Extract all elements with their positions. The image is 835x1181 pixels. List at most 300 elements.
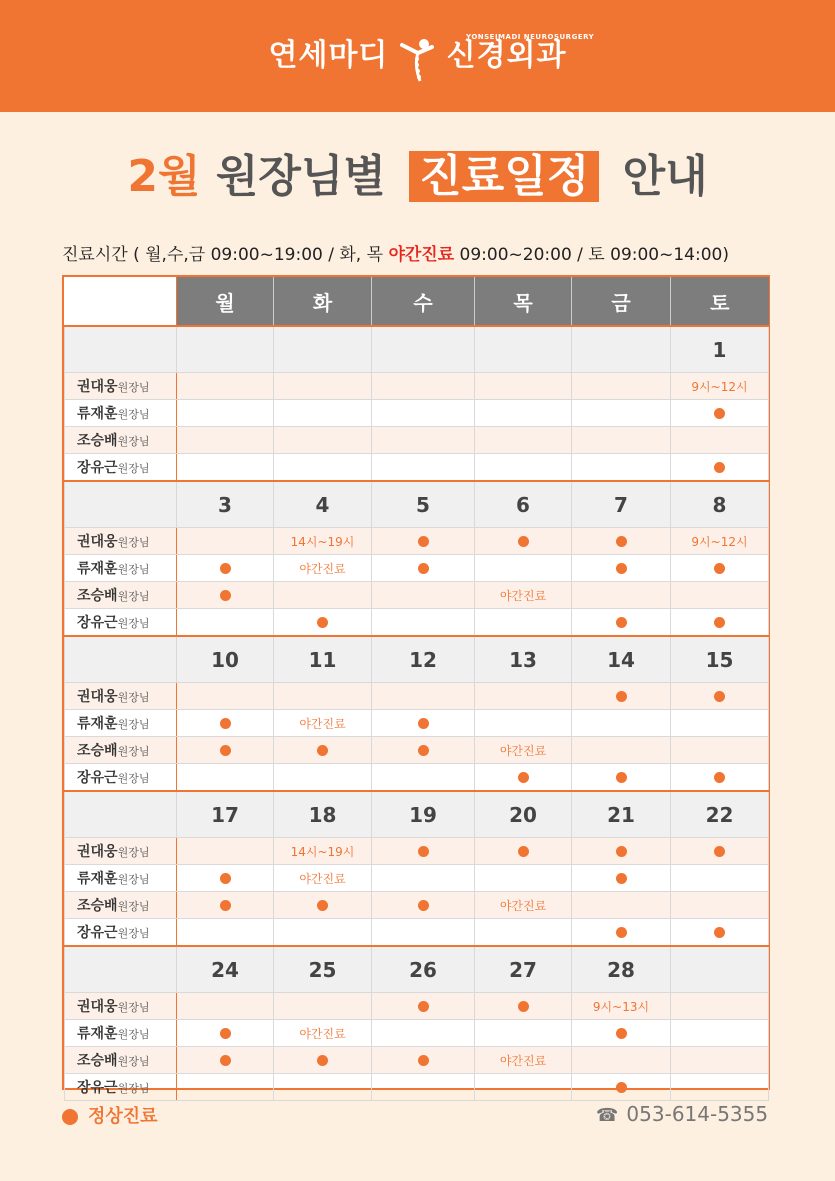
schedule-note-cell: 야간진료: [274, 710, 372, 737]
schedule-note-cell: 야간진료: [475, 737, 572, 764]
doctor-name: 권대웅: [77, 689, 118, 705]
date-row-label-cell: [65, 326, 177, 373]
doctor-row: [65, 528, 769, 555]
empty-cell: [372, 373, 475, 400]
doctor-name-cell: [65, 764, 177, 792]
date-cell: 24: [177, 946, 274, 993]
doctor-name-cell: [65, 427, 177, 454]
regular-clinic-dot-icon: [220, 563, 231, 574]
date-cell: 28: [572, 946, 671, 993]
empty-cell: [372, 609, 475, 637]
regular-clinic-cell: [177, 737, 274, 764]
schedule-note-cell: 야간진료: [274, 865, 372, 892]
empty-cell: [177, 400, 274, 427]
regular-clinic-dot-icon: [518, 772, 529, 783]
empty-cell: [177, 373, 274, 400]
regular-clinic-cell: [572, 1020, 671, 1047]
doctor-name-cell: [65, 919, 177, 947]
empty-cell: [274, 400, 372, 427]
date-row: [65, 326, 769, 373]
date-cell: 6: [475, 481, 572, 528]
regular-clinic-cell: [274, 1047, 372, 1074]
regular-clinic-cell: [372, 993, 475, 1020]
empty-cell: [671, 427, 769, 454]
empty-cell: [572, 582, 671, 609]
regular-clinic-cell: [671, 683, 769, 710]
regular-clinic-cell: [177, 710, 274, 737]
date-row: [65, 636, 769, 683]
doctor-name-cell: [65, 454, 177, 482]
regular-clinic-dot-icon: [317, 1055, 328, 1066]
doctor-title-suffix: 원장님: [117, 718, 150, 731]
regular-clinic-dot-icon: [616, 846, 627, 857]
legend: [62, 1102, 158, 1128]
corner-cell: [65, 277, 177, 326]
date-row-label-cell: [65, 791, 177, 838]
empty-cell: [475, 609, 572, 637]
doctor-name: 조승배: [77, 743, 118, 759]
empty-cell: [671, 1074, 769, 1101]
regular-clinic-cell: [372, 892, 475, 919]
doctor-title-suffix: 원장님: [117, 846, 150, 859]
regular-clinic-cell: [572, 865, 671, 892]
doctor-row: [65, 919, 769, 947]
regular-clinic-dot-icon: [220, 718, 231, 729]
regular-clinic-dot-icon: [616, 927, 627, 938]
doctor-name: 권대웅: [77, 534, 118, 550]
doctor-name-cell: [65, 528, 177, 555]
doctor-name: 장유근: [77, 770, 118, 786]
schedule-note-cell: 야간진료: [475, 1047, 572, 1074]
empty-cell: [475, 1074, 572, 1101]
title-month: 2월: [127, 151, 201, 202]
regular-clinic-dot-icon: [714, 691, 725, 702]
doctor-title-suffix: 원장님: [117, 900, 150, 913]
doctor-title-suffix: 원장님: [117, 617, 150, 630]
regular-clinic-dot-icon: [220, 900, 231, 911]
regular-clinic-cell: [671, 555, 769, 582]
doctor-name-cell: [65, 582, 177, 609]
regular-clinic-cell: [372, 710, 475, 737]
doctor-name: 권대웅: [77, 844, 118, 860]
regular-clinic-cell: [372, 737, 475, 764]
date-cell: 13: [475, 636, 572, 683]
date-cell: [475, 326, 572, 373]
doctor-name-cell: [65, 892, 177, 919]
doctor-name: 류재훈: [77, 716, 118, 732]
empty-cell: [671, 892, 769, 919]
logo-text-right: 신경외과: [446, 38, 567, 73]
date-cell: [372, 326, 475, 373]
empty-cell: [372, 919, 475, 947]
regular-clinic-cell: [475, 993, 572, 1020]
regular-clinic-dot-icon: [220, 745, 231, 756]
clinic-hours: [62, 240, 782, 265]
weekday-header: 화: [274, 277, 372, 326]
schedule-note-cell: 9시~12시: [671, 528, 769, 555]
regular-clinic-cell: [671, 764, 769, 792]
date-cell: 21: [572, 791, 671, 838]
regular-clinic-dot-icon: [714, 462, 725, 473]
doctor-name-cell: [65, 683, 177, 710]
doctor-title-suffix: 원장님: [117, 590, 150, 603]
date-cell: 12: [372, 636, 475, 683]
date-cell: [572, 326, 671, 373]
empty-cell: [274, 454, 372, 482]
doctor-row: [65, 993, 769, 1020]
doctor-row: [65, 892, 769, 919]
header-bar: [0, 0, 835, 112]
regular-clinic-cell: [475, 764, 572, 792]
regular-clinic-cell: [671, 919, 769, 947]
doctor-name-cell: [65, 838, 177, 865]
doctor-name: 조승배: [77, 588, 118, 604]
empty-cell: [475, 919, 572, 947]
regular-clinic-dot-icon: [317, 617, 328, 628]
doctor-title-suffix: 원장님: [117, 1001, 150, 1014]
empty-cell: [177, 838, 274, 865]
date-cell: 14: [572, 636, 671, 683]
doctor-name: 류재훈: [77, 871, 118, 887]
date-cell: 3: [177, 481, 274, 528]
hours-suffix: 09:00~20:00 / 토 09:00~14:00): [454, 245, 729, 265]
doctor-row: [65, 865, 769, 892]
doctor-row: [65, 400, 769, 427]
doctor-name: 조승배: [77, 433, 118, 449]
schedule-note-cell: 9시~12시: [671, 373, 769, 400]
empty-cell: [274, 373, 372, 400]
doctor-name: 장유근: [77, 460, 118, 476]
empty-cell: [372, 865, 475, 892]
doctor-name-cell: [65, 1047, 177, 1074]
hours-night-label: 야간진료: [388, 245, 455, 265]
doctor-row: [65, 1020, 769, 1047]
empty-cell: [177, 683, 274, 710]
phone-info: [596, 1102, 768, 1126]
empty-cell: [475, 683, 572, 710]
empty-cell: [372, 400, 475, 427]
empty-cell: [475, 427, 572, 454]
regular-clinic-dot-icon: [714, 563, 725, 574]
doctor-title-suffix: 원장님: [117, 408, 150, 421]
regular-clinic-dot-icon: [518, 536, 529, 547]
date-cell: 1: [671, 326, 769, 373]
empty-cell: [572, 892, 671, 919]
date-cell: [671, 946, 769, 993]
regular-clinic-dot-icon: [418, 846, 429, 857]
regular-clinic-dot-icon: [418, 1055, 429, 1066]
doctor-title-suffix: 원장님: [117, 927, 150, 940]
regular-clinic-cell: [572, 683, 671, 710]
regular-clinic-dot-icon: [714, 772, 725, 783]
regular-clinic-dot-icon: [418, 718, 429, 729]
date-row: [65, 791, 769, 838]
doctor-name: 장유근: [77, 1080, 118, 1096]
doctor-row: [65, 838, 769, 865]
doctor-title-suffix: 원장님: [117, 435, 150, 448]
doctor-name-cell: [65, 737, 177, 764]
regular-clinic-cell: [572, 838, 671, 865]
regular-clinic-cell: [177, 865, 274, 892]
empty-cell: [274, 764, 372, 792]
title-highlight: 진료일정: [409, 151, 599, 202]
legend-dot-icon: [62, 1109, 78, 1125]
regular-clinic-cell: [372, 555, 475, 582]
weekday-header: 토: [671, 277, 769, 326]
weekday-header: 월: [177, 277, 274, 326]
empty-cell: [572, 427, 671, 454]
regular-clinic-dot-icon: [616, 563, 627, 574]
empty-cell: [177, 454, 274, 482]
regular-clinic-dot-icon: [220, 873, 231, 884]
schedule-note-cell: 야간진료: [475, 892, 572, 919]
date-cell: 17: [177, 791, 274, 838]
empty-cell: [475, 865, 572, 892]
regular-clinic-dot-icon: [714, 846, 725, 857]
doctor-name-cell: [65, 555, 177, 582]
regular-clinic-dot-icon: [317, 900, 328, 911]
regular-clinic-dot-icon: [714, 408, 725, 419]
regular-clinic-cell: [372, 528, 475, 555]
schedule-note-cell: 14시~19시: [274, 528, 372, 555]
empty-cell: [572, 373, 671, 400]
empty-cell: [475, 555, 572, 582]
empty-cell: [475, 710, 572, 737]
date-cell: [177, 326, 274, 373]
empty-cell: [372, 582, 475, 609]
empty-cell: [671, 710, 769, 737]
empty-cell: [572, 710, 671, 737]
regular-clinic-dot-icon: [616, 691, 627, 702]
regular-clinic-dot-icon: [317, 745, 328, 756]
regular-clinic-dot-icon: [518, 846, 529, 857]
doctor-row: [65, 737, 769, 764]
doctor-name: 류재훈: [77, 406, 118, 422]
regular-clinic-cell: [572, 764, 671, 792]
empty-cell: [475, 400, 572, 427]
weekday-header-row: [65, 277, 769, 326]
empty-cell: [671, 865, 769, 892]
date-cell: 27: [475, 946, 572, 993]
empty-cell: [177, 993, 274, 1020]
spine-figure-icon: [398, 37, 438, 85]
phone-number: 053-614-5355: [626, 1102, 769, 1126]
doctor-title-suffix: 원장님: [117, 1082, 150, 1095]
doctor-row: [65, 764, 769, 792]
empty-cell: [671, 1047, 769, 1074]
weekday-header: 금: [572, 277, 671, 326]
weekday-header: 수: [372, 277, 475, 326]
schedule-note-cell: 14시~19시: [274, 838, 372, 865]
date-cell: 11: [274, 636, 372, 683]
date-row-label-cell: [65, 636, 177, 683]
regular-clinic-dot-icon: [616, 536, 627, 547]
doctor-name: 장유근: [77, 925, 118, 941]
doctor-name-cell: [65, 1074, 177, 1101]
hours-prefix: 진료시간 ( 월,수,금 09:00~19:00 / 화, 목: [62, 245, 389, 265]
weekday-header: 목: [475, 277, 572, 326]
doctor-title-suffix: 원장님: [117, 563, 150, 576]
doctor-row: [65, 1047, 769, 1074]
empty-cell: [177, 764, 274, 792]
doctor-row: [65, 373, 769, 400]
doctor-name: 권대웅: [77, 379, 118, 395]
date-row-label-cell: [65, 946, 177, 993]
empty-cell: [274, 993, 372, 1020]
doctor-name-cell: [65, 993, 177, 1020]
doctor-name: 조승배: [77, 898, 118, 914]
empty-cell: [671, 582, 769, 609]
date-cell: [274, 326, 372, 373]
doctor-title-suffix: 원장님: [117, 462, 150, 475]
schedule-note-cell: 야간진료: [274, 555, 372, 582]
regular-clinic-dot-icon: [616, 617, 627, 628]
regular-clinic-cell: [274, 609, 372, 637]
doctor-row: [65, 427, 769, 454]
doctor-title-suffix: 원장님: [117, 772, 150, 785]
logo-text-left: 연세마디: [268, 38, 389, 73]
regular-clinic-cell: [475, 528, 572, 555]
date-cell: 10: [177, 636, 274, 683]
date-row: [65, 946, 769, 993]
empty-cell: [475, 454, 572, 482]
empty-cell: [177, 528, 274, 555]
empty-cell: [274, 582, 372, 609]
regular-clinic-cell: [177, 555, 274, 582]
regular-clinic-dot-icon: [616, 1082, 627, 1093]
empty-cell: [475, 1020, 572, 1047]
regular-clinic-cell: [177, 1020, 274, 1047]
date-cell: 15: [671, 636, 769, 683]
regular-clinic-cell: [572, 609, 671, 637]
regular-clinic-dot-icon: [220, 1028, 231, 1039]
regular-clinic-dot-icon: [616, 1028, 627, 1039]
regular-clinic-dot-icon: [616, 873, 627, 884]
empty-cell: [177, 1074, 274, 1101]
regular-clinic-cell: [274, 737, 372, 764]
date-cell: 22: [671, 791, 769, 838]
date-cell: 20: [475, 791, 572, 838]
legend-label: 정상진료: [88, 1106, 158, 1127]
date-cell: 26: [372, 946, 475, 993]
doctor-title-suffix: 원장님: [117, 745, 150, 758]
schedule-note-cell: 야간진료: [274, 1020, 372, 1047]
schedule-note-cell: 9시~13시: [572, 993, 671, 1020]
empty-cell: [372, 454, 475, 482]
doctor-title-suffix: 원장님: [117, 1028, 150, 1041]
doctor-name-cell: [65, 865, 177, 892]
regular-clinic-cell: [372, 1047, 475, 1074]
empty-cell: [372, 683, 475, 710]
date-cell: 5: [372, 481, 475, 528]
regular-clinic-cell: [475, 838, 572, 865]
clinic-logo: [0, 30, 835, 85]
schedule-note-cell: 야간진료: [475, 582, 572, 609]
doctor-title-suffix: 원장님: [117, 1055, 150, 1068]
empty-cell: [572, 400, 671, 427]
regular-clinic-cell: [671, 454, 769, 482]
doctor-title-suffix: 원장님: [117, 873, 150, 886]
doctor-title-suffix: 원장님: [117, 536, 150, 549]
regular-clinic-cell: [372, 838, 475, 865]
regular-clinic-cell: [177, 892, 274, 919]
doctor-row: [65, 582, 769, 609]
empty-cell: [671, 737, 769, 764]
regular-clinic-cell: [572, 1074, 671, 1101]
doctor-name: 류재훈: [77, 561, 118, 577]
empty-cell: [572, 737, 671, 764]
regular-clinic-dot-icon: [518, 1001, 529, 1012]
regular-clinic-cell: [274, 892, 372, 919]
regular-clinic-cell: [177, 582, 274, 609]
doctor-name-cell: [65, 609, 177, 637]
phone-icon: ☎: [596, 1105, 619, 1126]
logo-subtitle: YONSEIMADI NEUROSURGERY: [466, 33, 595, 41]
doctor-row: [65, 609, 769, 637]
regular-clinic-dot-icon: [418, 1001, 429, 1012]
date-cell: 19: [372, 791, 475, 838]
doctor-row: [65, 1074, 769, 1101]
title-part2: 안내: [622, 151, 708, 202]
empty-cell: [274, 919, 372, 947]
date-row: [65, 481, 769, 528]
empty-cell: [274, 683, 372, 710]
empty-cell: [177, 609, 274, 637]
regular-clinic-dot-icon: [714, 617, 725, 628]
regular-clinic-cell: [671, 609, 769, 637]
regular-clinic-dot-icon: [616, 772, 627, 783]
regular-clinic-cell: [572, 555, 671, 582]
schedule-table: [62, 275, 770, 1096]
doctor-name: 권대웅: [77, 999, 118, 1015]
page-title: [0, 140, 835, 204]
doctor-name: 장유근: [77, 615, 118, 631]
doctor-name-cell: [65, 373, 177, 400]
empty-cell: [475, 373, 572, 400]
title-part1: 원장님별: [215, 151, 386, 202]
date-cell: 4: [274, 481, 372, 528]
empty-cell: [177, 427, 274, 454]
empty-cell: [572, 1047, 671, 1074]
empty-cell: [671, 993, 769, 1020]
regular-clinic-dot-icon: [418, 536, 429, 547]
regular-clinic-dot-icon: [418, 745, 429, 756]
regular-clinic-dot-icon: [220, 1055, 231, 1066]
doctor-name-cell: [65, 400, 177, 427]
doctor-row: [65, 710, 769, 737]
empty-cell: [274, 1074, 372, 1101]
regular-clinic-cell: [572, 919, 671, 947]
empty-cell: [177, 919, 274, 947]
regular-clinic-cell: [572, 528, 671, 555]
date-cell: 7: [572, 481, 671, 528]
empty-cell: [372, 427, 475, 454]
regular-clinic-dot-icon: [418, 563, 429, 574]
doctor-name: 류재훈: [77, 1026, 118, 1042]
empty-cell: [572, 454, 671, 482]
date-cell: 18: [274, 791, 372, 838]
doctor-name: 조승배: [77, 1053, 118, 1069]
doctor-name-cell: [65, 1020, 177, 1047]
doctor-name-cell: [65, 710, 177, 737]
regular-clinic-dot-icon: [220, 590, 231, 601]
empty-cell: [671, 1020, 769, 1047]
doctor-row: [65, 555, 769, 582]
empty-cell: [274, 427, 372, 454]
date-row-label-cell: [65, 481, 177, 528]
regular-clinic-cell: [177, 1047, 274, 1074]
regular-clinic-dot-icon: [714, 927, 725, 938]
